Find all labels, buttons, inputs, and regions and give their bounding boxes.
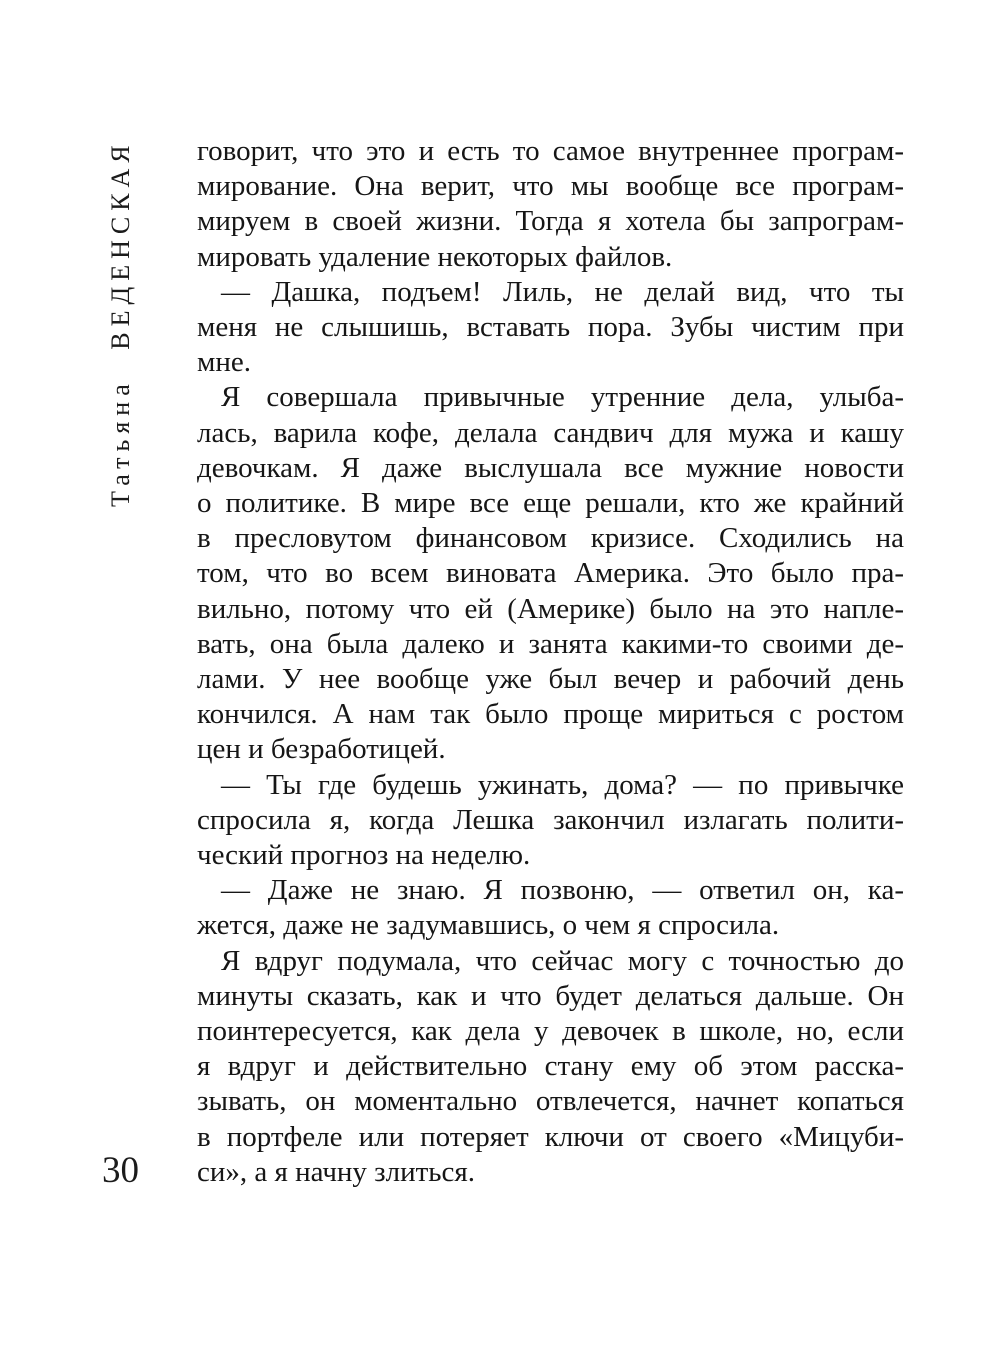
text-line: я вдруг и действительно стану ему об этом расска- — [197, 1050, 904, 1083]
text-line: поинтересуется, как дела у девочек в школе, но, если — [197, 1015, 904, 1048]
paragraph — [197, 134, 904, 275]
text-line: — Ты где будешь ужинать, дома? — по привычке — [221, 768, 904, 801]
paragraph — [197, 380, 904, 767]
text-line: ческий прогноз на неделю. — [197, 839, 531, 872]
text-line: девочкам. Я даже выслушала все мужние новости — [197, 451, 904, 484]
paragraph — [197, 275, 904, 381]
text-line: о политике. В мире все еще решали, кто же крайний — [197, 487, 904, 520]
body-text-block — [197, 134, 904, 1190]
page-number: 30 — [102, 1150, 139, 1191]
text-line: — Дашка, подъем! Лиль, не делай вид, что ты — [221, 275, 904, 308]
text-line: говорит, что это и есть то самое внутреннее програм- — [197, 135, 904, 167]
text-line: кончился. А нам так было проще мириться с ростом — [197, 698, 904, 731]
text-line: си», а я начну злиться. — [197, 1155, 475, 1188]
paragraph — [197, 873, 904, 943]
text-line: лась, варила кофе, делала сандвич для мужа и кашу — [197, 416, 904, 449]
paragraph — [197, 768, 904, 874]
text-line: мирование. Она верит, что мы вообще все програм- — [197, 170, 904, 203]
text-line: вать, она была далеко и занята какими-то своими де- — [197, 627, 904, 660]
text-line: в портфеле или потеряет ключи от своего «Мицуби- — [197, 1120, 904, 1153]
text-line: жется, даже не задумавшись, о чем я спросила. — [197, 909, 780, 942]
text-line: Я вдруг подумала, что сейчас могу с точностью до — [221, 944, 904, 977]
text-line: вильно, потому что ей (Америке) было на это напле- — [197, 592, 904, 625]
text-line: меня не слышишь, вставать пора. Зубы чистим при — [197, 311, 904, 344]
text-line: спросила я, когда Лешка закончил излагать полити- — [197, 803, 904, 836]
text-line: минуты сказать, как и что будет делаться дальше. Он — [197, 979, 904, 1012]
text-line: мируем в своей жизни. Тогда я хотела бы запрограм- — [197, 205, 904, 238]
text-line: — Даже не знаю. Я позвоню, — ответил он, ка- — [221, 874, 904, 907]
text-line: мне. — [197, 346, 251, 379]
text-line: зывать, он моментально отвлечется, начнет копаться — [197, 1085, 904, 1118]
text-line: в пресловутом финансовом кризисе. Сходились на — [197, 522, 904, 555]
text-line: том, что во всем виновата Америка. Это было пра- — [197, 557, 904, 590]
text-line: цен и безработицей. — [197, 733, 446, 766]
text-line: лами. У нее вообще уже был вечер и рабочий день — [197, 663, 904, 696]
text-line: мировать удаление некоторых файлов. — [197, 240, 673, 273]
paragraph — [197, 944, 904, 1190]
margin-author-name: Татьяна ВЕДЕНСКАЯ — [106, 139, 135, 507]
text-line: Я совершала привычные утренние дела, улыба- — [221, 381, 904, 414]
